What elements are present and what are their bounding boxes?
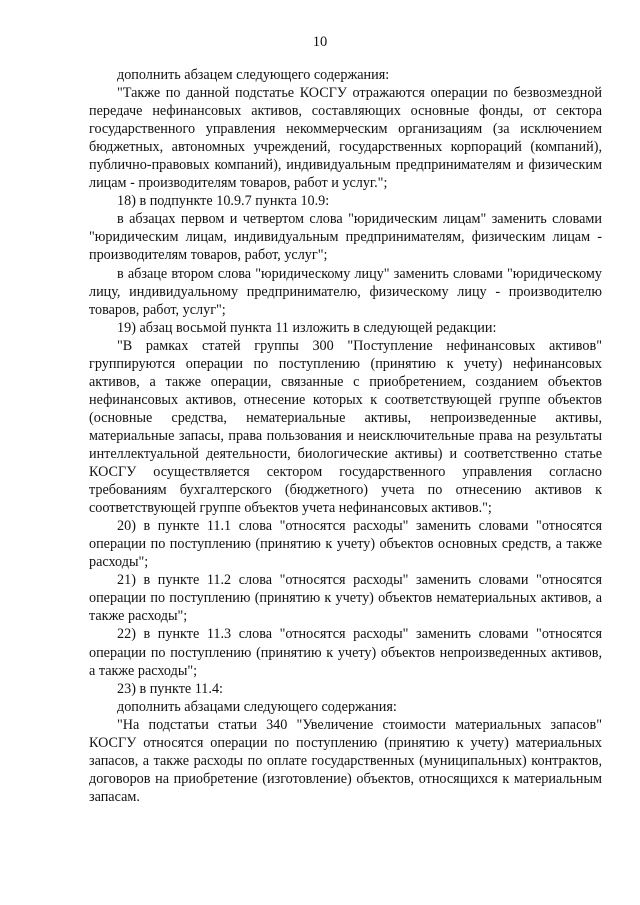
paragraph-12: дополнить абзацами следующего содержания: (117, 698, 397, 715)
paragraph-4: в абзацах первом и четвертом слова "юридическим лицам" заменить словами "юридическим лицам, индивидуальным предпринимателям, физическим лицам - производителям товаров, работ, услуг"; (89, 211, 602, 264)
page-number: 10 (312, 34, 328, 50)
paragraph-8: 20) в пункте 11.1 слова "относятся расходы" заменить словами "относятся операции по поступлению (принятию к учету) объектов основных средств, а также расходы"; (89, 518, 602, 571)
paragraph-3: 18) в подпункте 10.9.7 пункта 10.9: (117, 193, 330, 210)
paragraph-2: "Также по данной подстатье КОСГУ отражаются операции по безвозмездной передаче нефинансовых активов, составляющих основные фонды, от сектора государственного управления некоммерческим организациям (за исключением бюджетных, автономных учреждений, государственных корпораций (компаний), публично-правовых компаний), индивидуальным предпринимателям и физическим лицам - производителям товаров, работ и услуг."; (89, 85, 602, 192)
paragraph-9: 21) в пункте 11.2 слова "относятся расходы" заменить словами "относятся операции по поступлению (принятию к учету) объектов нематериальных активов, а также расходы"; (89, 572, 602, 625)
paragraph-13: "На подстатьи статьи 340 "Увеличение стоимости материальных запасов" КОСГУ относятся операции по поступлению (принятию к учету) материальных запасов, а также расходы по оплате государственных (муниципальных) контрактов, договоров на приобретение (изготовление) объектов, относящихся к материальным запасам. (89, 716, 602, 805)
paragraph-11: 23) в пункте 11.4: (117, 680, 223, 697)
paragraph-10: 22) в пункте 11.3 слова "относятся расходы" заменить словами "относятся операции по поступлению (принятию к учету) объектов непроизведенных активов, а также расходы"; (89, 626, 602, 679)
paragraph-1: дополнить абзацем следующего содержания: (117, 67, 390, 83)
paragraph-7: "В рамках статей группы 300 "Поступление нефинансовых активов" группируются операции по поступлению (принятию к учету) нефинансовых активов, а также операции, связанные с приобретением, созданием объектов нефинансовых активов, отнесение которых к соответствующей группе объектов (основные средства, нематериальные активы, непроизведенные активы, материальные запасы, права пользования и неисключительные права на результаты интеллектуальной деятельности, биологические активы) и соответственно статье КОСГУ осуществляется сектором государственного управления согласно требованиям бухгалтерского (бюджетного) учета по отнесению активов к соответствующей группе объектов учета нефинансовых активов."; (89, 337, 602, 517)
paragraph-6: 19) абзац восьмой пункта 11 изложить в следующей редакции: (117, 319, 497, 336)
paragraph-5: в абзаце втором слова "юридическому лицу" заменить словами "юридическому лицу, индивидуальному предпринимателю, физическому лицу - производителю товаров, работ, услуг"; (89, 265, 602, 318)
document-body (89, 66, 602, 806)
